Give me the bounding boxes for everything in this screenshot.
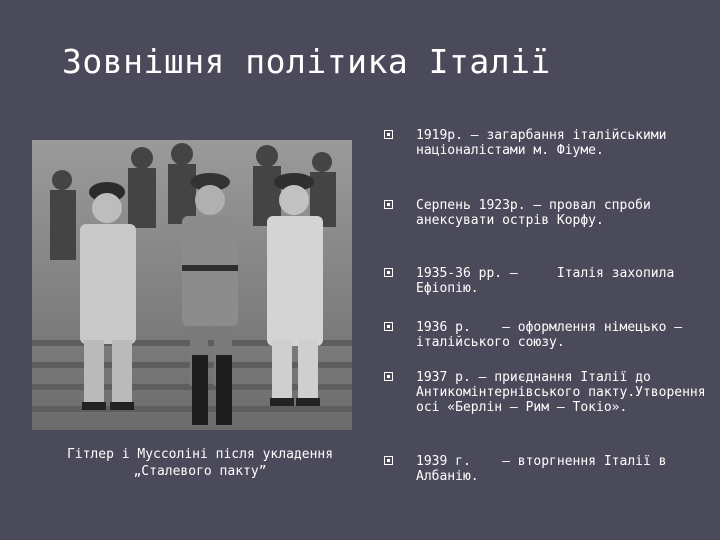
photo-illustration	[32, 140, 352, 430]
square-bullet-icon	[384, 268, 393, 277]
bullet-item	[384, 320, 714, 350]
photo-caption: Гітлер і Муссоліні після укладення „Сталевого пакту”	[66, 447, 334, 479]
bullet-text: 1939 г. – вторгнення Італії в Албанію.	[416, 454, 675, 484]
square-bullet-icon	[384, 322, 393, 331]
square-bullet-icon	[384, 200, 393, 209]
bullet-text: 1919р. – загарбання італійськими націоналістами м. Фіуме.	[416, 128, 675, 158]
bullet-item	[384, 198, 714, 228]
slide-title: Зовнішня політика Італії	[62, 42, 551, 81]
bullet-item	[384, 454, 714, 484]
square-bullet-icon	[384, 456, 393, 465]
square-bullet-icon	[384, 372, 393, 381]
bullet-text: Серпень 1923р. – провал спроби анексувати острів Корфу.	[416, 198, 659, 228]
historical-photo	[32, 140, 352, 430]
bullet-text: 1936 р. – оформлення німецько – італійського союзу.	[416, 320, 690, 350]
bullet-text: 1935-36 рр. – Італія захопила Ефіопію.	[416, 266, 683, 296]
bullet-item	[384, 370, 714, 415]
bullet-text: 1937 р. – приєднання Італії до Антикомінтернівського пакту.Утворення осі «Берлін – Рим – Токіо».	[416, 370, 714, 415]
bullet-item	[384, 128, 714, 158]
square-bullet-icon	[384, 130, 393, 139]
bullet-item	[384, 266, 714, 296]
